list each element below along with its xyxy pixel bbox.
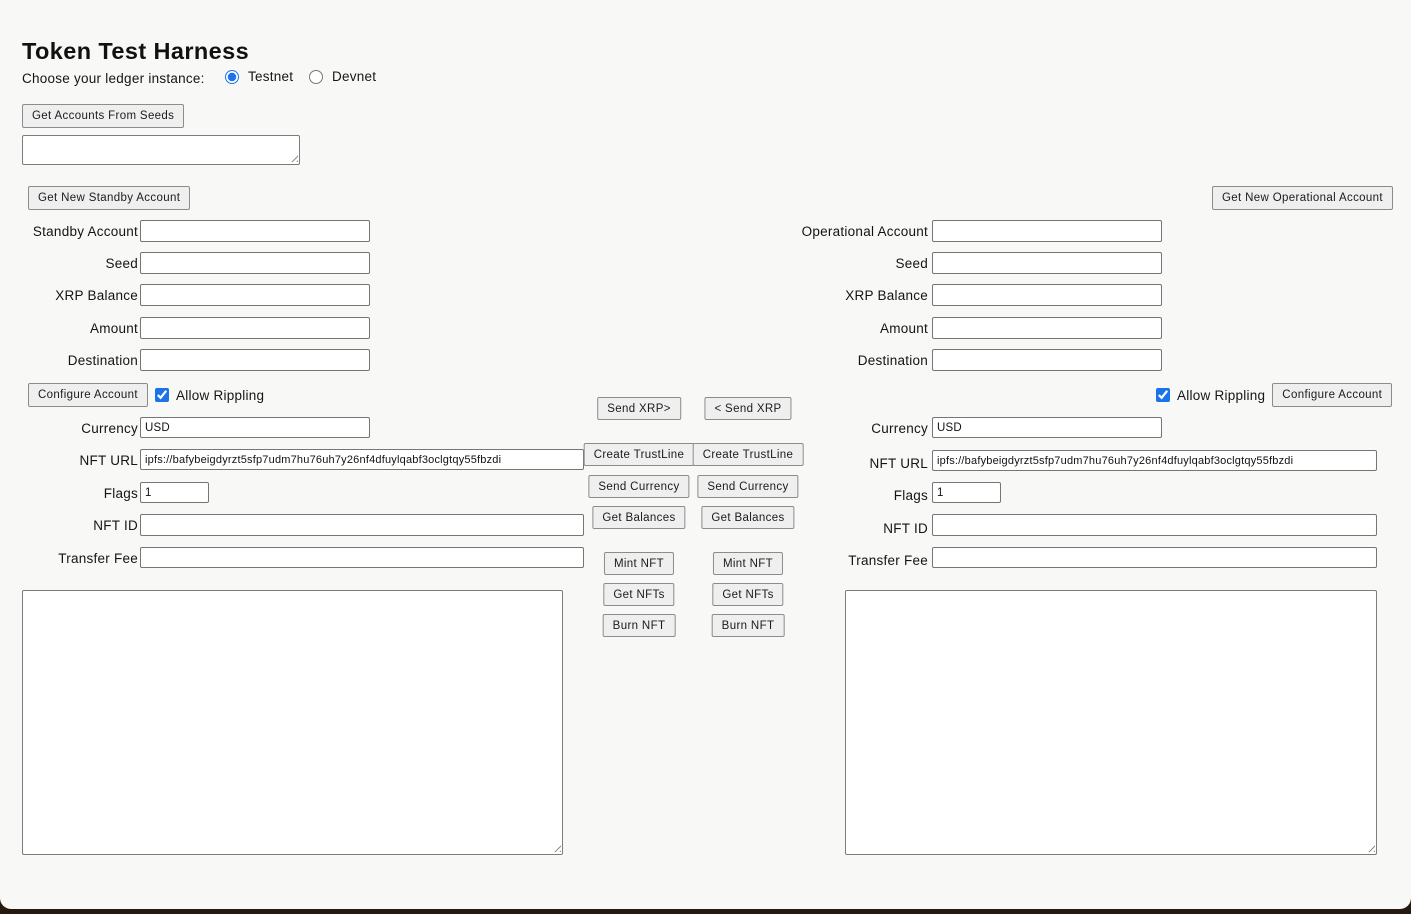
standby-xrp-balance-input[interactable] <box>140 284 370 306</box>
operational-nft-url-label: NFT URL <box>869 456 928 471</box>
standby-flags-input[interactable] <box>140 482 209 503</box>
testnet-radio[interactable] <box>225 70 239 84</box>
operational-nft-id-label: NFT ID <box>883 521 928 536</box>
standby-xrp-balance-label: XRP Balance <box>55 288 138 303</box>
standby-amount-label: Amount <box>89 321 138 336</box>
standby-results-wrap <box>22 590 563 855</box>
operational-destination-input[interactable] <box>932 349 1162 371</box>
standby-account-input[interactable] <box>140 220 370 242</box>
operational-account-label: Operational Account <box>801 224 928 239</box>
standby-transfer-fee-input[interactable] <box>140 547 584 568</box>
devnet-radio-label: Devnet <box>332 69 377 84</box>
operational-flags-input[interactable] <box>932 482 1001 503</box>
operational-send-xrp-button[interactable]: < Send XRP <box>704 397 791 420</box>
standby-allow-rippling-label: Allow Rippling <box>175 387 265 403</box>
operational-nft-url-input[interactable] <box>932 450 1377 471</box>
standby-configure-account-button[interactable]: Configure Account <box>28 383 148 407</box>
standby-destination-input[interactable] <box>140 349 370 371</box>
operational-get-balances-button[interactable]: Get Balances <box>701 506 794 529</box>
devnet-radio-group[interactable] <box>309 69 376 84</box>
standby-amount-input[interactable] <box>140 317 370 339</box>
standby-allow-rippling-checkbox[interactable] <box>155 388 169 402</box>
standby-get-balances-button[interactable]: Get Balances <box>592 506 685 529</box>
operational-transfer-fee-label: Transfer Fee <box>848 553 928 568</box>
standby-burn-nft-button[interactable]: Burn NFT <box>603 614 676 637</box>
standby-currency-input[interactable] <box>140 417 370 438</box>
standby-nft-id-input[interactable] <box>140 514 584 536</box>
testnet-radio-group[interactable] <box>225 69 293 84</box>
operational-seed-label: Seed <box>895 256 928 271</box>
operational-xrp-balance-input[interactable] <box>932 284 1162 306</box>
ledger-instance-label: Choose your ledger instance: <box>22 71 205 86</box>
standby-seed-label: Seed <box>105 256 138 271</box>
standby-flags-label: Flags <box>103 486 138 501</box>
operational-destination-label: Destination <box>857 353 928 368</box>
standby-seed-input[interactable] <box>140 252 370 274</box>
operational-xrp-balance-label: XRP Balance <box>845 288 928 303</box>
standby-send-currency-button[interactable]: Send Currency <box>588 475 689 498</box>
standby-transfer-fee-label: Transfer Fee <box>58 551 138 566</box>
seeds-textarea[interactable] <box>22 135 300 165</box>
operational-allow-rippling-label: Allow Rippling <box>1177 387 1266 403</box>
operational-amount-label: Amount <box>879 321 928 336</box>
get-new-operational-account-button[interactable]: Get New Operational Account <box>1212 186 1393 210</box>
operational-flags-label: Flags <box>893 488 928 503</box>
operational-nft-id-input[interactable] <box>932 514 1377 536</box>
operational-account-input[interactable] <box>932 220 1162 242</box>
operational-burn-nft-button[interactable]: Burn NFT <box>712 614 785 637</box>
standby-send-xrp-button[interactable]: Send XRP> <box>597 397 681 420</box>
get-new-standby-account-button[interactable]: Get New Standby Account <box>28 186 190 210</box>
standby-nft-url-input[interactable] <box>140 449 584 470</box>
get-accounts-from-seeds-button[interactable]: Get Accounts From Seeds <box>22 104 184 128</box>
operational-currency-input[interactable] <box>932 417 1162 438</box>
operational-amount-input[interactable] <box>932 317 1162 339</box>
standby-create-trustline-button[interactable]: Create TrustLine <box>584 443 695 466</box>
standby-currency-label: Currency <box>81 421 138 436</box>
operational-configure-account-button[interactable]: Configure Account <box>1272 383 1392 407</box>
operational-mint-nft-button[interactable]: Mint NFT <box>713 552 783 575</box>
standby-configure-row <box>28 383 264 407</box>
standby-nft-id-label: NFT ID <box>93 518 138 533</box>
page-title: Token Test Harness <box>22 37 250 64</box>
operational-transfer-fee-input[interactable] <box>932 547 1377 568</box>
operational-get-nfts-button[interactable]: Get NFTs <box>712 583 783 606</box>
seeds-textarea-wrap <box>22 135 300 165</box>
standby-nft-url-label: NFT URL <box>79 453 138 468</box>
standby-results-textarea[interactable] <box>22 590 563 855</box>
operational-results-textarea[interactable] <box>845 590 1377 855</box>
operational-configure-row <box>1156 383 1392 407</box>
standby-mint-nft-button[interactable]: Mint NFT <box>604 552 674 575</box>
testnet-radio-label: Testnet <box>248 69 294 84</box>
devnet-radio[interactable] <box>309 70 323 84</box>
operational-allow-rippling-checkbox[interactable] <box>1156 388 1170 402</box>
operational-results-wrap <box>845 590 1377 855</box>
operational-currency-label: Currency <box>871 421 928 436</box>
operational-seed-input[interactable] <box>932 252 1162 274</box>
standby-destination-label: Destination <box>67 353 138 368</box>
standby-account-label: Standby Account <box>32 224 138 239</box>
standby-get-nfts-button[interactable]: Get NFTs <box>603 583 674 606</box>
operational-create-trustline-button[interactable]: Create TrustLine <box>693 443 804 466</box>
operational-send-currency-button[interactable]: Send Currency <box>697 475 798 498</box>
